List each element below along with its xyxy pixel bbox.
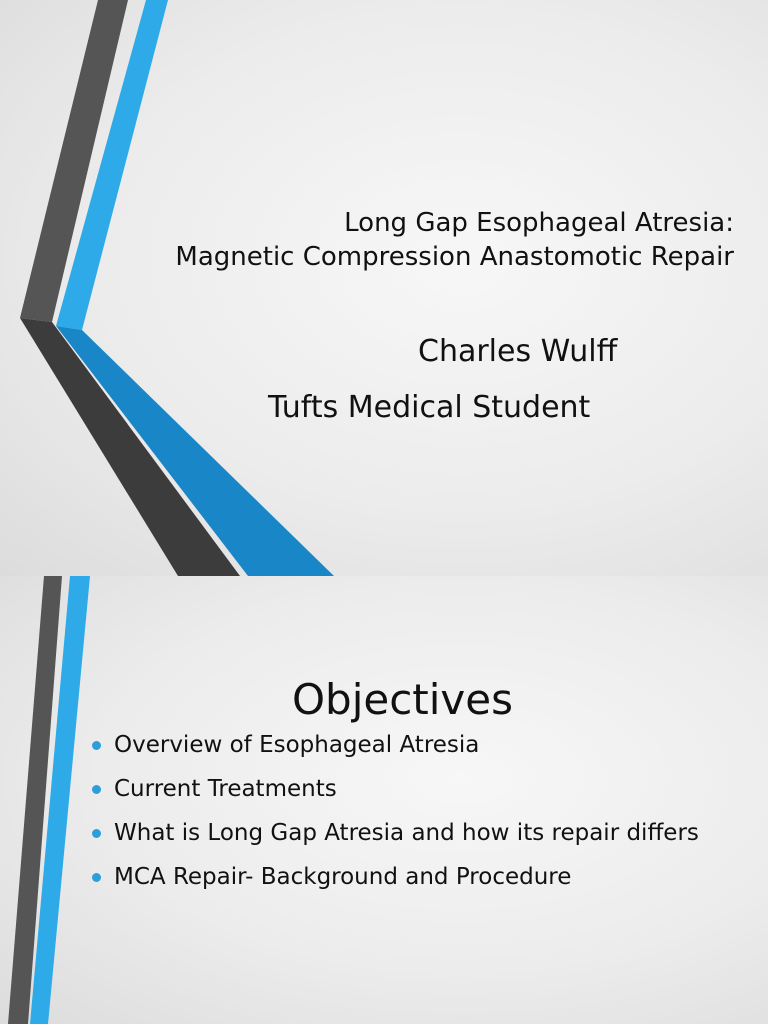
bullet-dot-icon xyxy=(92,741,101,750)
list-item-text: Overview of Esophageal Atresia xyxy=(114,732,480,758)
title-line-1: Long Gap Esophageal Atresia: xyxy=(344,208,734,238)
bullet-dot-icon xyxy=(92,785,101,794)
bullet-dot-icon xyxy=(92,873,101,882)
objectives-list xyxy=(90,730,710,906)
slide-title: Objectives xyxy=(291,675,514,724)
gray-band-lower xyxy=(20,318,240,576)
list-item-text: What is Long Gap Atresia and how its repair differs xyxy=(114,820,699,846)
title-line-2: Magnetic Compression Anastomotic Repair xyxy=(175,242,734,272)
author-name: Charles Wulff xyxy=(418,334,618,369)
list-item xyxy=(90,818,710,849)
bullet-dot-icon xyxy=(92,829,101,838)
author-affiliation: Tufts Medical Student xyxy=(268,390,591,425)
objectives-slide xyxy=(0,576,768,1024)
list-item xyxy=(90,730,710,761)
list-item xyxy=(90,774,710,805)
list-item-text: Current Treatments xyxy=(114,776,337,802)
list-item-text: MCA Repair- Background and Procedure xyxy=(114,864,572,890)
list-item xyxy=(90,862,710,893)
presentation-title xyxy=(175,206,734,274)
